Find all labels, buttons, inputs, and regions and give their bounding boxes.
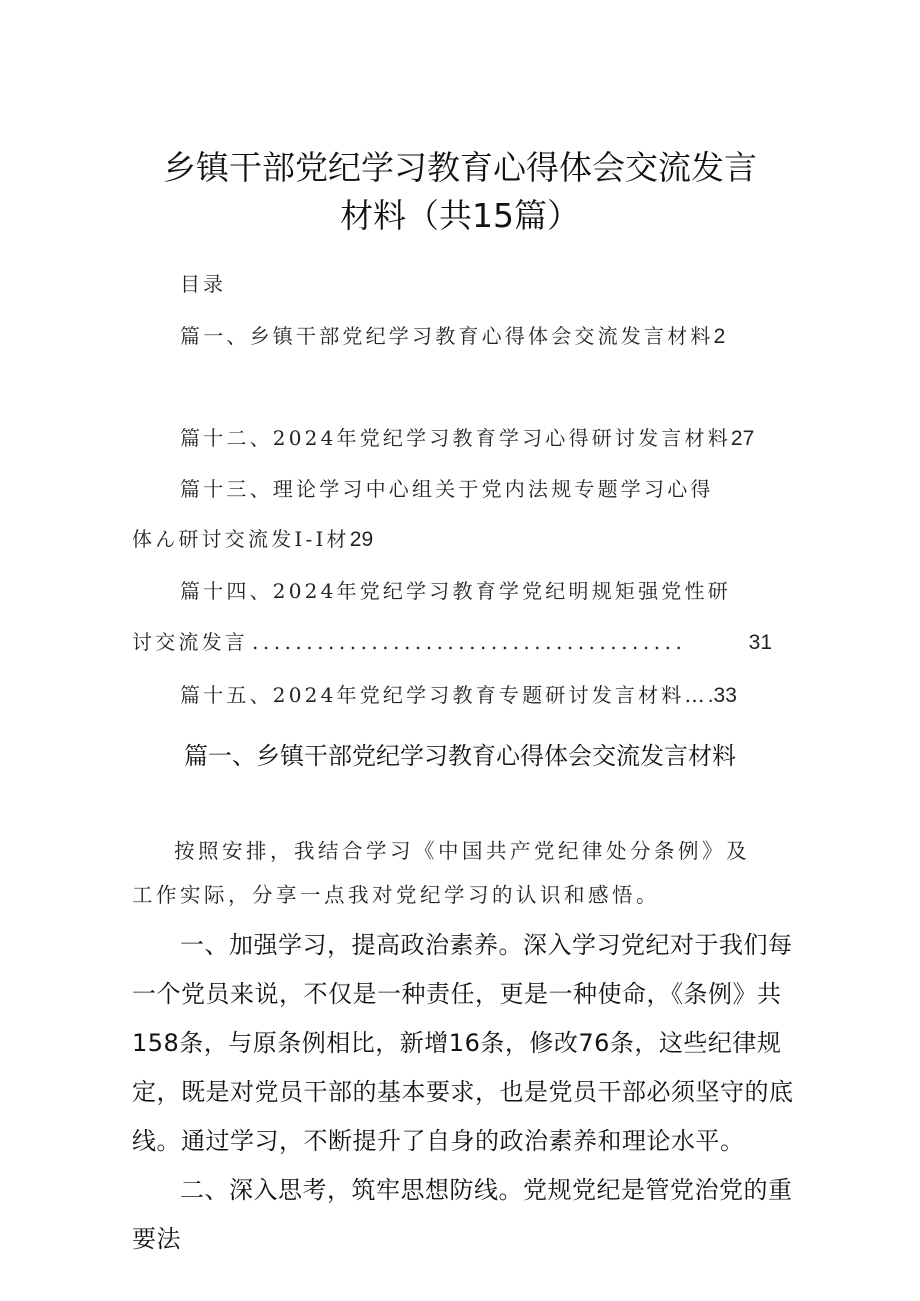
document-title-line-2: 材料（共15篇） (340, 196, 580, 235)
section-title: 篇一、乡镇干部党纪学习教育心得体会交流发言材料 (184, 742, 736, 770)
toc-entry-14-text: 讨交流发言 (132, 630, 248, 654)
toc-entry-15-text: 篇十五、2024年党纪学习教育专题研讨发言材料… (180, 683, 708, 707)
toc-entry-15[interactable] (180, 679, 737, 708)
toc-entry-13-text: 体ん研讨交流发I-I材 (132, 527, 350, 551)
toc-entry-12[interactable] (180, 422, 754, 451)
toc-entry-15-page: .33 (707, 684, 737, 707)
toc-entry-14-line-2[interactable] (132, 626, 772, 655)
intro-paragraph: 按照安排，我结合学习《中国共产党纪律处分条例》及工作实际，分享一点我对党纪学习的认识和感悟。 (132, 839, 750, 907)
toc-entry-12-page: 27 (730, 427, 755, 450)
toc-entry-13-page: 29 (349, 528, 374, 551)
body-paragraph-1: 一、加强学习，提高政治素养。深入学习党纪对于我们每一个党员来说，不仅是一种责任，更是一种使命，《条例》共158条，与原条例相比，新增16条，修改76条，这些纪律规定，既是对党员干部的基本要求，也是党员干部必须坚守的底线。通过学习，不断提升了自身的政治素养和理论水平。 (132, 931, 794, 1155)
document-title-line-1: 乡镇干部党纪学习教育心得体会交流发言 (163, 148, 757, 187)
toc-entry-14-line-1[interactable]: 篇十四、2024年党纪学习教育学党纪明规矩强党性研 (180, 579, 731, 603)
toc-entry-1-page: 2 (713, 325, 726, 348)
toc-entry-14-page: 31 (748, 631, 772, 654)
toc-entry-13-line-1[interactable]: 篇十三、理论学习中心组关于党内法规专题学习心得 (180, 477, 714, 501)
toc-entry-1[interactable] (180, 320, 725, 349)
toc-heading: 目录 (180, 272, 226, 296)
toc-entry-12-text: 篇十二、2024年党纪学习教育学习心得研讨发言材料 (180, 426, 731, 450)
toc-entry-1-text: 篇一、乡镇干部党纪学习教育心得体会交流发言材料 (180, 324, 714, 348)
body-paragraph-2: 二、深入思考，筑牢思想防线。党规党纪是管党治党的重要法 (132, 1176, 793, 1253)
toc-dot-leader: ........................................ (252, 630, 687, 654)
toc-entry-13-line-2[interactable] (132, 523, 373, 552)
